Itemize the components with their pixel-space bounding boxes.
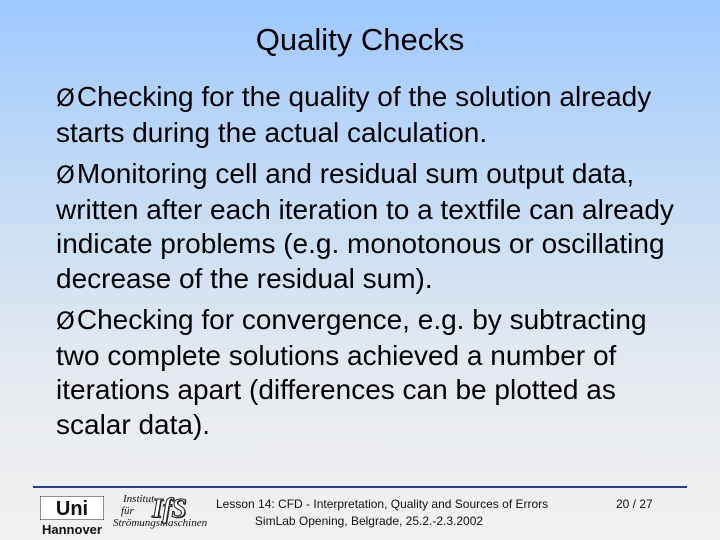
institute-line: Institut (123, 493, 155, 505)
event-info (0, 514, 720, 528)
footer-divider (33, 486, 687, 488)
arrow-bullet-icon: Ø (56, 84, 75, 112)
bullet-list (56, 80, 696, 449)
bullet-item (56, 157, 696, 296)
arrow-bullet-icon: Ø (56, 307, 75, 335)
page-number: 20 / 27 (616, 497, 653, 511)
university-logo-text: Uni (55, 498, 89, 520)
bullet-item (56, 80, 696, 150)
university-name: Hannover (42, 522, 102, 537)
bullet-item (56, 303, 696, 442)
slide-footer (0, 490, 720, 540)
bullet-text: Checking for the quality of the solution already starts during the actual calculation. (56, 81, 652, 148)
slide-title: Quality Checks (255, 22, 465, 57)
lesson-title: Lesson 14: CFD - Interpretation, Quality and Sources of Errors (216, 497, 549, 511)
arrow-bullet-icon: Ø (56, 161, 75, 189)
institute-logo: IfS (152, 493, 187, 523)
event-text: SimLab Opening, Belgrade, 25.2.-2.3.2002 (254, 514, 484, 528)
bullet-text: Checking for convergence, e.g. by subtracting two complete solutions achieved a number of iterations apart (differences can be plotted as scalar data). (56, 304, 647, 440)
institute-line: Strömungsmaschinen (113, 517, 208, 529)
institute-line: für (121, 505, 134, 517)
bullet-text: Monitoring cell and residual sum output data, written after each iteration to a textfile can already indicate problems (e.g. monotonous or oscillating decrease of the residual sum). (56, 158, 674, 294)
